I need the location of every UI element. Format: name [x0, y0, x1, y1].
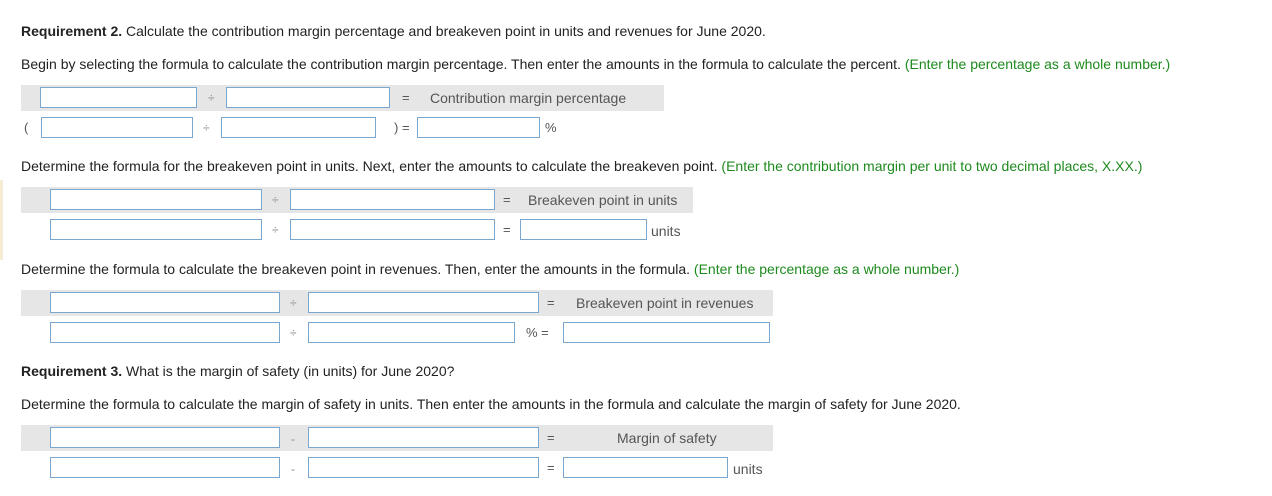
br-hint: (Enter the percentage as a whole number.) [693, 261, 960, 277]
equals-operator: = [547, 295, 555, 310]
equals-operator: = [503, 222, 511, 237]
br-result-input[interactable] [563, 322, 770, 343]
equals-operator: = [547, 460, 555, 475]
cm-hint: (Enter the percentage as a whole number.) [904, 56, 1171, 72]
requirement-2-label: Requirement 2. [21, 23, 123, 39]
units-label: units [733, 461, 763, 477]
equals-operator: = [547, 430, 555, 445]
br-amount-input-2[interactable] [308, 322, 515, 343]
minus-operator: - [291, 462, 295, 476]
minus-operator: - [291, 432, 295, 446]
ms-result-label: Margin of safety [617, 430, 717, 446]
divide-operator: ÷ [203, 121, 210, 135]
ms-formula-select-2[interactable] [308, 427, 539, 448]
open-paren: ( [24, 120, 29, 135]
cm-percentage-input[interactable] [417, 117, 540, 138]
cm-formula-select-2[interactable] [226, 87, 390, 108]
ms-amount-input-1[interactable] [50, 457, 280, 478]
br-instruction [21, 260, 959, 278]
bu-instruction [21, 157, 1142, 175]
cm-instruction [21, 55, 1170, 73]
bu-formula-select-1[interactable] [50, 189, 262, 210]
requirement-2-text: Calculate the contribution margin percentage and breakeven point in units and revenues for June 2020. [122, 23, 766, 39]
br-formula-select-2[interactable] [308, 292, 539, 313]
requirement-3-heading [21, 362, 454, 380]
divide-operator: ÷ [290, 296, 297, 310]
ms-result-input[interactable] [563, 457, 728, 478]
divide-operator: ÷ [272, 193, 279, 207]
close-paren-equals: ) = [394, 120, 410, 135]
cm-instruction-text: Begin by selecting the formula to calculate the contribution margin percentage. Then enter the amounts in the formula to calculate the percent. [21, 56, 901, 72]
cm-amount-input-1[interactable] [41, 117, 193, 138]
bu-amount-input-2[interactable] [290, 219, 495, 240]
cm-formula-select-1[interactable] [40, 87, 197, 108]
bu-amount-input-1[interactable] [50, 219, 262, 240]
bu-hint: (Enter the contribution margin per unit to two decimal places, X.XX.) [721, 158, 1143, 174]
units-label: units [651, 223, 681, 239]
ms-instruction-text: Determine the formula to calculate the margin of safety in units. Then enter the amounts in the formula and calculate the margin of safety for June 2020. [21, 396, 961, 412]
requirement-3-label: Requirement 3. [21, 363, 123, 379]
br-amount-input-1[interactable] [50, 322, 280, 343]
percent-unit: % [545, 120, 557, 135]
bu-result-label: Breakeven point in units [528, 192, 678, 208]
divide-operator: ÷ [290, 326, 297, 340]
ms-formula-select-1[interactable] [50, 427, 280, 448]
br-formula-select-1[interactable] [50, 292, 280, 313]
bu-instruction-text: Determine the formula for the breakeven point in units. Next, enter the amounts to calculate the breakeven point. [21, 158, 718, 174]
equals-operator: = [402, 90, 410, 105]
left-edge-marker [0, 180, 3, 260]
divide-operator: ÷ [208, 91, 215, 105]
ms-instruction [21, 395, 961, 413]
ms-amount-input-2[interactable] [308, 457, 539, 478]
equals-operator: = [503, 192, 511, 207]
requirement-3-text: What is the margin of safety (in units) for June 2020? [122, 363, 455, 379]
percent-equals: % = [526, 325, 549, 340]
cm-amount-input-2[interactable] [221, 117, 376, 138]
divide-operator: ÷ [272, 223, 279, 237]
bu-result-input[interactable] [520, 219, 647, 240]
br-instruction-text: Determine the formula to calculate the breakeven point in revenues. Then, enter the amounts in the formula. [21, 261, 691, 277]
cm-result-label: Contribution margin percentage [430, 90, 627, 106]
requirement-2-heading [21, 22, 766, 40]
bu-formula-select-2[interactable] [290, 189, 495, 210]
br-result-label: Breakeven point in revenues [576, 295, 754, 311]
